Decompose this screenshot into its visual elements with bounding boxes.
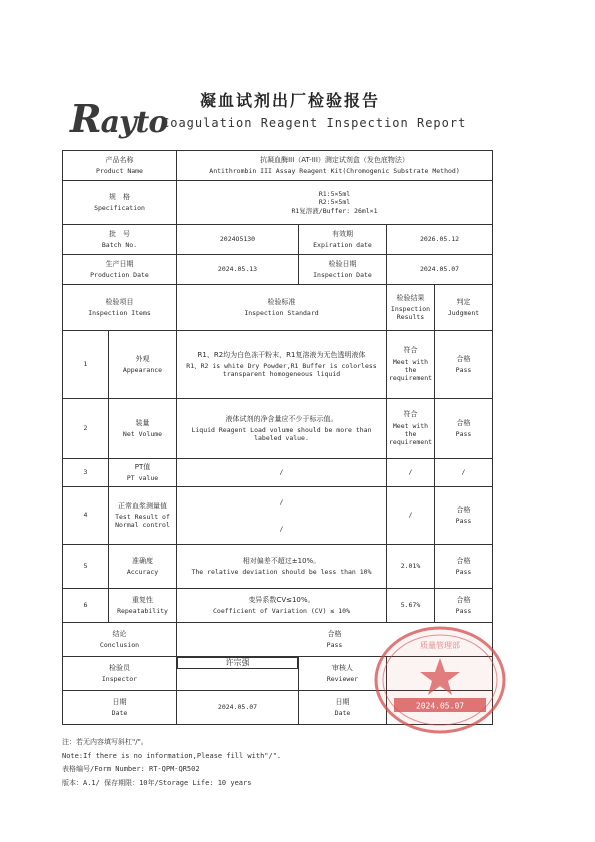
row-judgment: 合格 Pass (435, 331, 493, 399)
batch-label: 批 号 Batch No. (63, 225, 177, 255)
row-judgment: 合格 Pass (435, 399, 493, 459)
table-row (63, 487, 493, 545)
product-row (63, 151, 493, 181)
table-row (63, 589, 493, 623)
row-standard: R1、R2均为白色冻干粉末，R1复溶液为无色透明液体 R1、R2 is white Dry Powder,R1 Buffer is colorless transparent homogeneous liquid (177, 331, 387, 399)
conclusion-label: 结论 Conclusion (63, 623, 177, 657)
row-number: 2 (63, 399, 109, 459)
form-number: 表格编号/Form Number: RT-QPM-QR502 (62, 765, 200, 773)
stamp-text: 质量管理部 (420, 641, 460, 650)
row-number: 3 (63, 459, 109, 487)
row-judgment: 合格 Pass (435, 487, 493, 545)
report-title-en: Coagulation Reagent Inspection Report (162, 116, 467, 130)
row-result: 符合 Meet with the requirement (387, 331, 435, 399)
version-info: 版本：A.1/ 保存期限：10年/Storage Life: 10 years (62, 778, 252, 787)
note-cn: 注：若无内容填写斜杠"/"。 (62, 738, 148, 746)
batch-row (63, 225, 493, 255)
row-number: 1 (63, 331, 109, 399)
row-result: / (387, 487, 435, 545)
note-en: Note:If there is no information,Please fill with"/". (62, 751, 282, 760)
expiration-label: 有效期 Expiration date (299, 225, 387, 255)
row-result: 符合 Meet with the requirement (387, 399, 435, 459)
row-judgment: / (435, 459, 493, 487)
col-items: 检验项目 Inspection Items (63, 285, 177, 331)
col-judgment: 判定 Judgment (435, 285, 493, 331)
date-label: 日期 Date (63, 691, 177, 725)
spec-label: 规 格 Specification (63, 181, 177, 225)
date-label-2: 日期 Date (299, 691, 387, 725)
table-row (63, 399, 493, 459)
table-row (63, 459, 493, 487)
conclusion-value: 合格 Pass (177, 623, 493, 657)
report-title-cn: 凝血试剂出厂检验报告 (200, 91, 381, 110)
row-item: 外观 Appearance (109, 331, 177, 399)
row-item: 正常血浆测量值 Test Result of Normal control (109, 487, 177, 545)
row-standard: 变异系数CV≤10%。 Coefficient of Variation (CV) ≤ 10% (177, 589, 387, 623)
row-number: 6 (63, 589, 109, 623)
date-value: 2024.05.07 (177, 691, 299, 725)
row-item: 装量 Net Volume (109, 399, 177, 459)
row-number: 4 (63, 487, 109, 545)
row-item: 准确度 Accuracy (109, 545, 177, 589)
row-item: 重复性 Repeatability (109, 589, 177, 623)
col-standard: 检验标准 Inspection Standard (177, 285, 387, 331)
col-results: 检验结果 Inspection Results (387, 285, 435, 331)
inspection-date-value: 2024.05.07 (387, 255, 493, 285)
stamp-date: 2024.05.07 (415, 701, 465, 711)
row-standard: 相对偏差不超过±10%。 The relative deviation should be less than 10% (177, 545, 387, 589)
reviewer-label: 审核人 Reviewer (299, 657, 387, 691)
expiration-value: 2026.05.12 (387, 225, 493, 255)
spec-value: R1:5×5ml R2:5×5ml R1复溶液/Buffer: 26ml×1 (177, 181, 493, 225)
production-label: 生产日期 Production Date (63, 255, 177, 285)
quality-stamp (372, 624, 508, 736)
row-standard: / (177, 459, 387, 487)
batch-value: 2024O5130 (177, 225, 299, 255)
table-row (63, 331, 493, 399)
row-item: PT值 PT value (109, 459, 177, 487)
row-number: 5 (63, 545, 109, 589)
row-judgment: 合格 Pass (435, 589, 493, 623)
spec-row (63, 181, 493, 225)
table-row (63, 545, 493, 589)
footer-notes (62, 736, 281, 790)
row-result: 5.67% (387, 589, 435, 623)
production-value: 2024.05.13 (177, 255, 299, 285)
row-standard: 液体试剂的净含量应不少于标示值。 Liquid Reagent Load volume should be more than labeled value. (177, 399, 387, 459)
inspector-signature: 许宗强 (177, 657, 298, 669)
rayto-logo: Rayto (70, 96, 168, 141)
row-result: 2.01% (387, 545, 435, 589)
production-row (63, 255, 493, 285)
row-judgment: 合格 Pass (435, 545, 493, 589)
row-result: / (387, 459, 435, 487)
column-header-row (63, 285, 493, 331)
row-standard: / / (177, 487, 387, 545)
inspection-date-label: 检验日期 Inspection Date (299, 255, 387, 285)
product-value: 抗凝血酶III（AT-III）测定试剂盒（发色底物法） Antithrombin III Assay Reagent Kit(Chromogenic Substrate Method) (177, 151, 493, 181)
inspector-label: 检验员 Inspector (63, 657, 177, 691)
product-label: 产品名称 Product Name (63, 151, 177, 181)
